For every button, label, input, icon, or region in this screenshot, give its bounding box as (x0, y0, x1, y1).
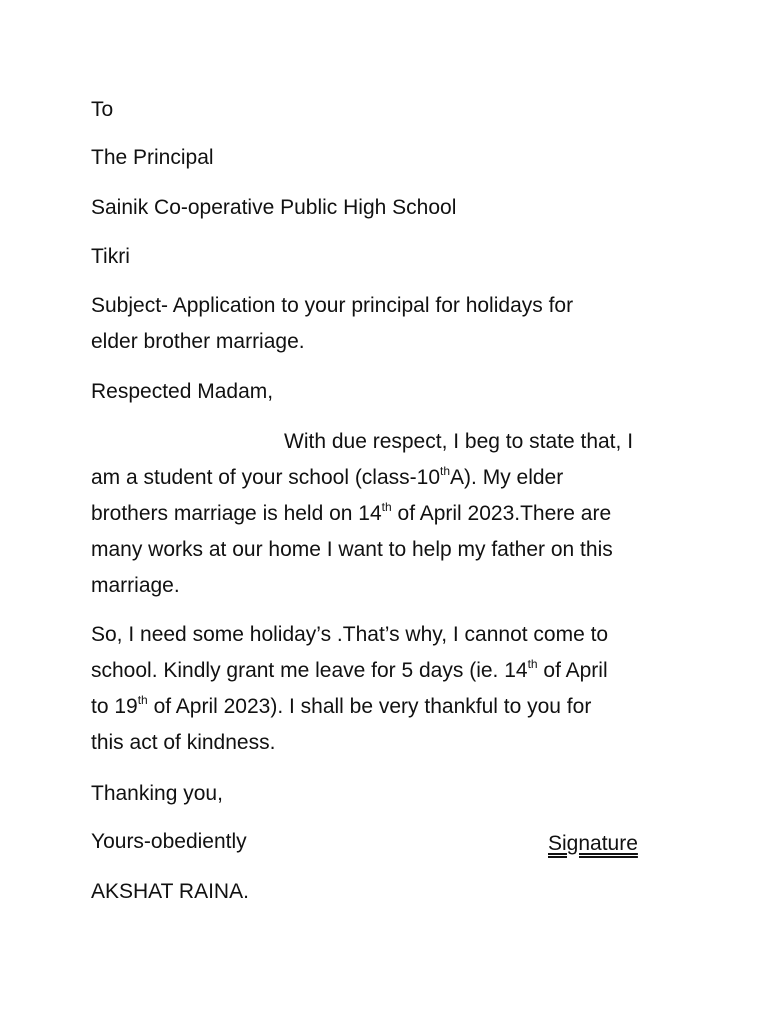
ordinal-suffix: th (381, 500, 392, 514)
body-line: this act of kindness. (91, 731, 276, 754)
ordinal-suffix: th (137, 693, 148, 707)
body-text: am a student of your school (class-10 (91, 466, 441, 489)
body-paragraph-2 (91, 617, 681, 761)
body-line: many works at our home I want to help my father on this (91, 538, 613, 561)
ordinal-suffix: th (527, 657, 538, 671)
salutation: Respected Madam, (91, 380, 274, 403)
body-line (91, 653, 681, 689)
signature-label: Signature (548, 832, 638, 855)
body-text: of April (537, 659, 608, 682)
body-text: of April 2023). I shall be very thankful to you for (147, 695, 592, 718)
body-line (91, 689, 681, 725)
body-text: brothers marriage is held on 14 (91, 502, 382, 525)
closing: Thanking you, (91, 782, 223, 805)
body-text: of April 2023.There are (391, 502, 612, 525)
body-text: to 19 (91, 695, 138, 718)
letter-to: To (91, 98, 114, 121)
subject-line: elder brother marriage. (91, 330, 305, 353)
body-line: With due respect, I beg to state that, I (284, 430, 634, 453)
subject-line: Subject- Application to your principal for holidays for (91, 294, 574, 317)
body-line (91, 496, 681, 532)
body-line: So, I need some holiday’s .That’s why, I cannot come to (91, 623, 609, 646)
sender-name: AKSHAT RAINA. (91, 880, 249, 903)
sign-off: Yours-obediently (91, 830, 247, 853)
body-line (91, 460, 681, 496)
body-line: marriage. (91, 574, 180, 597)
ordinal-suffix: th (440, 464, 451, 478)
body-text: A). My elder (450, 466, 564, 489)
subject (91, 288, 681, 360)
body-paragraph-1 (91, 424, 681, 604)
body-text: school. Kindly grant me leave for 5 days (ie. 14 (91, 659, 528, 682)
school-location: Tikri (91, 245, 130, 268)
school-name: Sainik Co-operative Public High School (91, 196, 457, 219)
recipient-title: The Principal (91, 146, 214, 169)
